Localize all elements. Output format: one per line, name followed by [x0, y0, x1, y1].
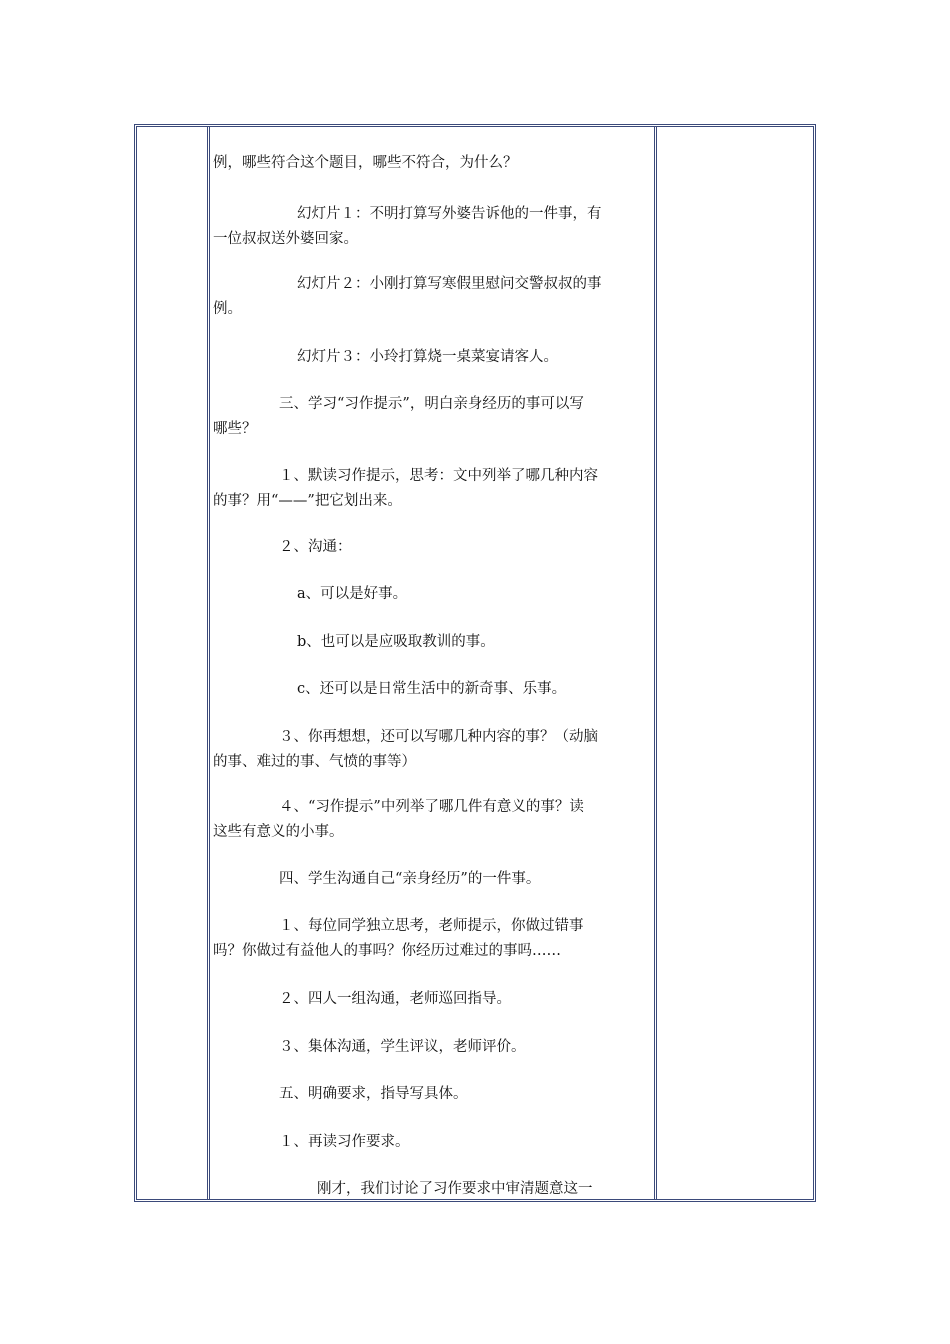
paragraph-line: 幻灯片２：小刚打算写寒假里慰问交警叔叔的事: [297, 276, 602, 292]
paragraph-line: ３、你再想想，还可以写哪几种内容的事？（动脑: [279, 729, 598, 745]
paragraph: [213, 1082, 655, 1107]
paragraph-line: 刚才，我们讨论了习作要求中审清题意这一: [317, 1181, 593, 1197]
paragraph-line: 例。: [213, 301, 242, 317]
content-cell: [213, 127, 655, 1199]
paragraph-line: ２、四人一组沟通，老师巡回指导。: [279, 991, 511, 1007]
paragraph: [213, 1177, 655, 1202]
paragraph-line: 一位叔叔送外婆回家。: [213, 231, 358, 247]
paragraph-line: c、还可以是日常生活中的新奇事、乐事。: [297, 681, 567, 697]
paragraph: [213, 272, 655, 322]
paragraph-line: 五、明确要求，指导写具体。: [279, 1086, 468, 1102]
paragraph: [213, 725, 655, 775]
paragraph: [213, 1130, 655, 1155]
paragraph: [213, 630, 655, 655]
paragraph-line: b、也可以是应吸取教训的事。: [297, 634, 495, 650]
paragraph-line: 的事？用“——”把它划出来。: [213, 493, 402, 509]
paragraph: [213, 677, 655, 702]
paragraph: [213, 151, 655, 176]
paragraph: [213, 202, 655, 252]
paragraph: [213, 914, 655, 964]
paragraph-line: 的事、难过的事、气愤的事等）: [213, 754, 416, 770]
paragraph: [213, 535, 655, 560]
paragraph-line: 这些有意义的小事。: [213, 824, 344, 840]
paragraph: [213, 1035, 655, 1060]
paragraph: [213, 867, 655, 892]
paragraph: [213, 795, 655, 845]
paragraph-line: ２、沟通：: [279, 539, 352, 555]
paragraph: [213, 464, 655, 514]
paragraph-line: １、再读习作要求。: [279, 1134, 410, 1150]
paragraph-line: １、每位同学独立思考，老师提示，你做过错事: [279, 918, 584, 934]
table-column-divider: [207, 127, 210, 1199]
paragraph-line: a、可以是好事。: [297, 586, 408, 602]
paragraph-line: ４、“习作提示”中列举了哪几件有意义的事？读: [279, 799, 584, 815]
paragraph-line: 四、学生沟通自己“亲身经历”的一件事。: [279, 871, 541, 887]
paragraph-line: １、默读习作提示，思考：文中列举了哪几种内容: [279, 468, 598, 484]
document-table: [134, 124, 816, 1202]
paragraph: [213, 987, 655, 1012]
paragraph-line: ３、集体沟通，学生评议，老师评价。: [279, 1039, 526, 1055]
paragraph-line: 幻灯片１：不明打算写外婆告诉他的一件事，有: [297, 206, 602, 222]
paragraph: [213, 582, 655, 607]
paragraph: [213, 392, 655, 442]
paragraph-line: 吗？你做过有益他人的事吗？你经历过难过的事吗……: [213, 943, 561, 959]
paragraph-line: 例，哪些符合这个题目，哪些不符合，为什么？: [213, 155, 518, 171]
paragraph-line: 三、学习“习作提示”，明白亲身经历的事可以写: [279, 396, 584, 412]
paragraph-line: 哪些？: [213, 421, 257, 437]
paragraph-line: 幻灯片３：小玲打算烧一桌菜宴请客人。: [297, 349, 558, 365]
paragraph: [213, 345, 655, 370]
